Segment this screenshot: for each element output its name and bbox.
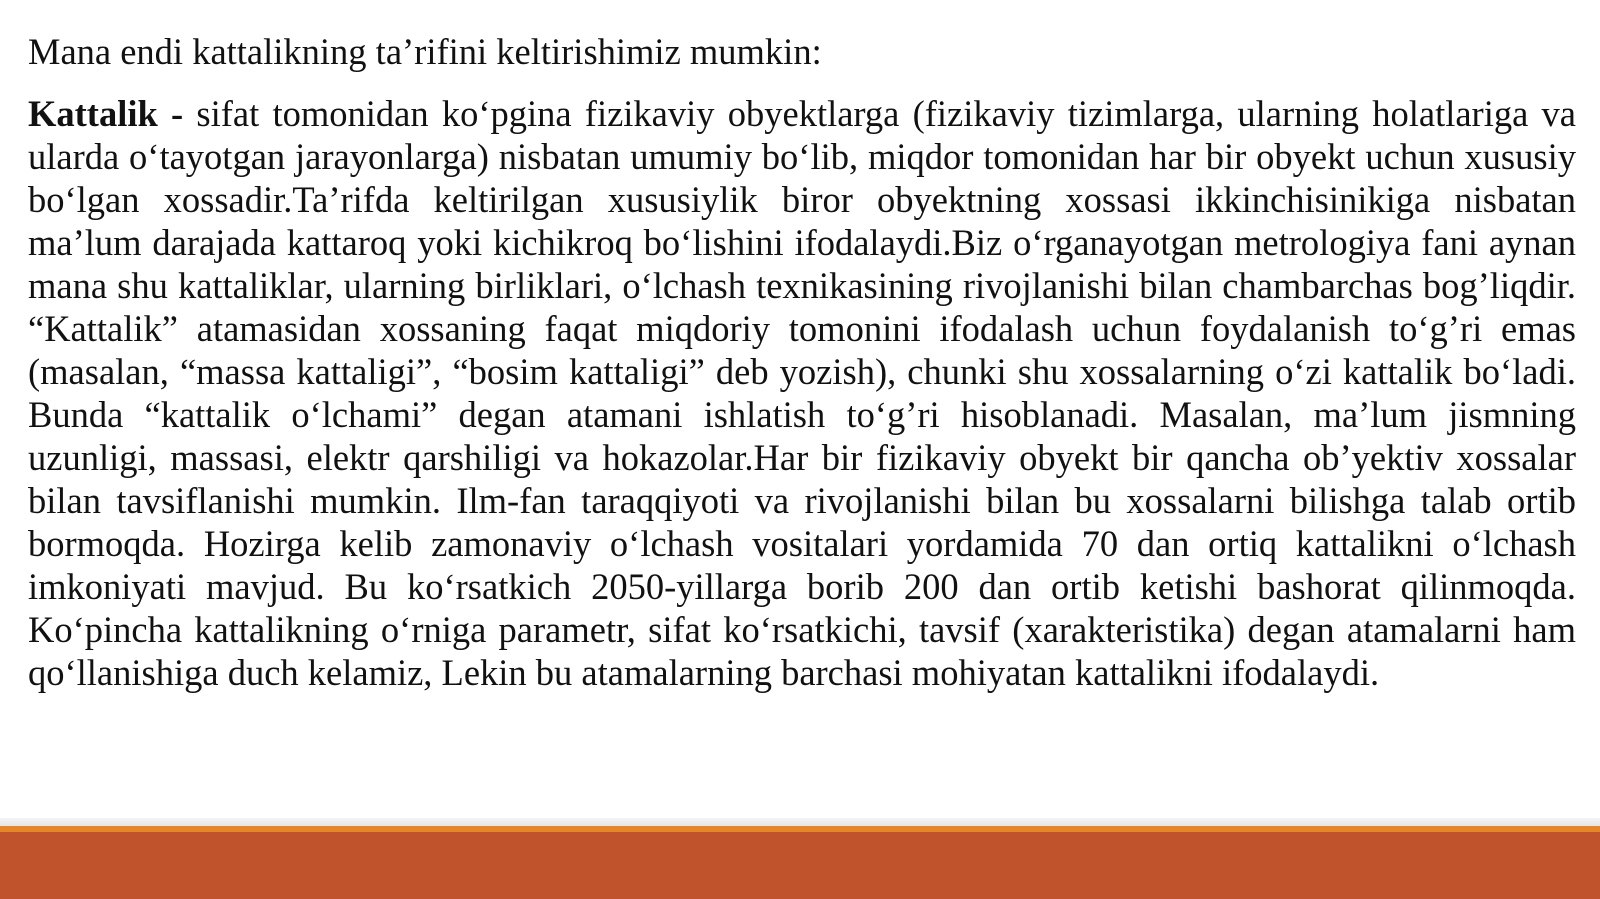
footer-band — [0, 832, 1600, 899]
intro-text: Mana endi kattalikning ta’rifini keltirishimiz mumkin: — [28, 31, 822, 72]
definition-body: sifat tomonidan ko‘pgina fizikaviy obyektlarga (fizikaviy tizimlarga, ularning holatlariga va ularda o‘tayotgan jarayonlarga) nisbatan umumiy bo‘lib, miqdor tomonidan har bir obyekt uchun xususiy bo‘lgan xossadir.Ta’rifda keltirilgan xususiylik biror obyektning xossasi ikkinchisinikiga nisbatan ma’lum darajada kattaroq yoki kichikroq bo‘lishini ifodalaydi.Biz o‘rganayotgan metrologiya fani aynan mana shu kattaliklar, ularning birliklari, o‘lchash texnikasining rivojlanishi bilan chambarchas bog’liqdir. “Kattalik” atamasidan xossaning faqat miqdoriy tomonini ifodalash uchun foydalanish to‘g’ri emas (masalan, “massa kattaligi”, “bosim kattaligi” deb yozish), chunki shu xossalarning o‘zi kattalik bo‘ladi. Bunda “kattalik o‘lchami” degan atamani ishlatish to‘g’ri hisoblanadi. Masalan, ma’lum jismning uzunligi, massasi, elektr qarshiligi va hokazolar.Har bir fizikaviy obyekt bir qancha ob’yektiv xossalar bilan tavsiflanishi mumkin. Ilm-fan taraqqiyoti va rivojlanishi bilan bu xossalarni bilishga talab ortib bormoqda. Hozirga kelib zamonaviy o‘lchash vositalari yordamida 70 dan ortiq kattalikni o‘lchash imkoniyati mavjud. Bu ko‘rsatkich 2050-yillarga borib 200 dan ortib ketishi bashorat qilinmoqda. Ko‘pincha kattalikning o‘rniga parametr, sifat ko‘rsatkichi, tavsif (xarakteristika) degan atamalarni ham qo‘llanishiga duch kelamiz, Lekin bu atamalarning barchasi mohiyatan kattalikni ifodalaydi. — [28, 93, 1576, 693]
slide-content — [28, 30, 1576, 694]
footer-shadow — [0, 818, 1600, 826]
definition-dash: - — [157, 93, 197, 134]
definition-paragraph — [28, 92, 1576, 694]
definition-term: Kattalik — [28, 93, 158, 134]
